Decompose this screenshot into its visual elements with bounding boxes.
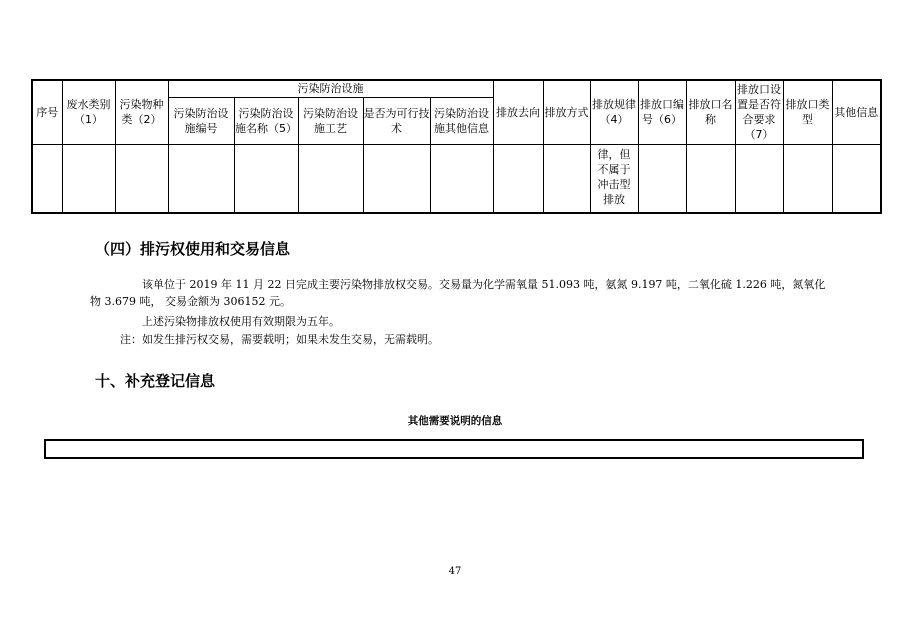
header-outlet-compliance: 排放口设置是否符合要求（7）: [735, 80, 783, 144]
section-4-title: （四）排污权使用和交易信息: [95, 240, 291, 258]
header-facility-name: 污染防治设施名称（5）: [234, 97, 298, 144]
section-4-paragraph: 该单位于 2019 年 11 月 22 日完成主要污染物排放权交易。交易量为化学需氧量 51.093 吨，氨氮 9.197 吨，二氧化硫 1.226 吨，氮氧化物 3.679 吨， 交易金额为 306152 元。: [90, 278, 826, 308]
cell-facility-other: [430, 144, 493, 213]
header-outlet-code: 排放口编号（6）: [638, 80, 686, 144]
cell-feasible-tech: [363, 144, 430, 213]
cell-other-info: [832, 144, 881, 213]
cell-facility-process: [298, 144, 363, 213]
cell-outlet-type: [783, 144, 832, 213]
header-feasible-tech: 是否为可行技术: [363, 97, 430, 144]
cell-discharge-mode: [543, 144, 590, 213]
header-pollutant-type: 污染物种类（2）: [115, 80, 168, 144]
section-4-validity: 上述污染物排放权使用有效期限为五年。: [142, 315, 340, 328]
cell-wastewater-type: [62, 144, 115, 213]
section-4-note: 注：如发生排污权交易，需要载明；如果未发生交易，无需载明。: [120, 333, 439, 346]
header-group-facility: 污染防治设施: [168, 80, 493, 97]
header-seq: 序号: [32, 80, 62, 144]
cell-facility-name: [234, 144, 298, 213]
header-discharge-pattern: 排放规律（4）: [590, 80, 638, 144]
cell-pollutant-type: [115, 144, 168, 213]
cell-seq: [32, 144, 62, 213]
cell-discharge-pattern: 律，但不属于冲击型排放: [590, 144, 638, 213]
wastewater-outlet-table: [31, 79, 882, 214]
cell-outlet-code: [638, 144, 686, 213]
header-outlet-name: 排放口名称: [686, 80, 735, 144]
other-info-box: [44, 439, 864, 459]
table-row: [32, 144, 881, 213]
header-discharge-mode: 排放方式: [543, 80, 590, 144]
header-facility-code: 污染防治设施编号: [168, 97, 234, 144]
page-number: 47: [448, 566, 462, 577]
header-outlet-type: 排放口类型: [783, 80, 832, 144]
cell-outlet-compliance: [735, 144, 783, 213]
header-facility-process: 污染防治设施工艺: [298, 97, 363, 144]
header-discharge-dest: 排放去向: [493, 80, 543, 144]
header-facility-other: 污染防治设施其他信息: [430, 97, 493, 144]
other-info-label: 其他需要说明的信息: [407, 415, 503, 427]
cell-discharge-dest: [493, 144, 543, 213]
section-10-title: 十、补充登记信息: [95, 372, 216, 390]
cell-outlet-name: [686, 144, 735, 213]
cell-facility-code: [168, 144, 234, 213]
header-other-info: 其他信息: [832, 80, 881, 144]
header-wastewater-type: 废水类别（1）: [62, 80, 115, 144]
